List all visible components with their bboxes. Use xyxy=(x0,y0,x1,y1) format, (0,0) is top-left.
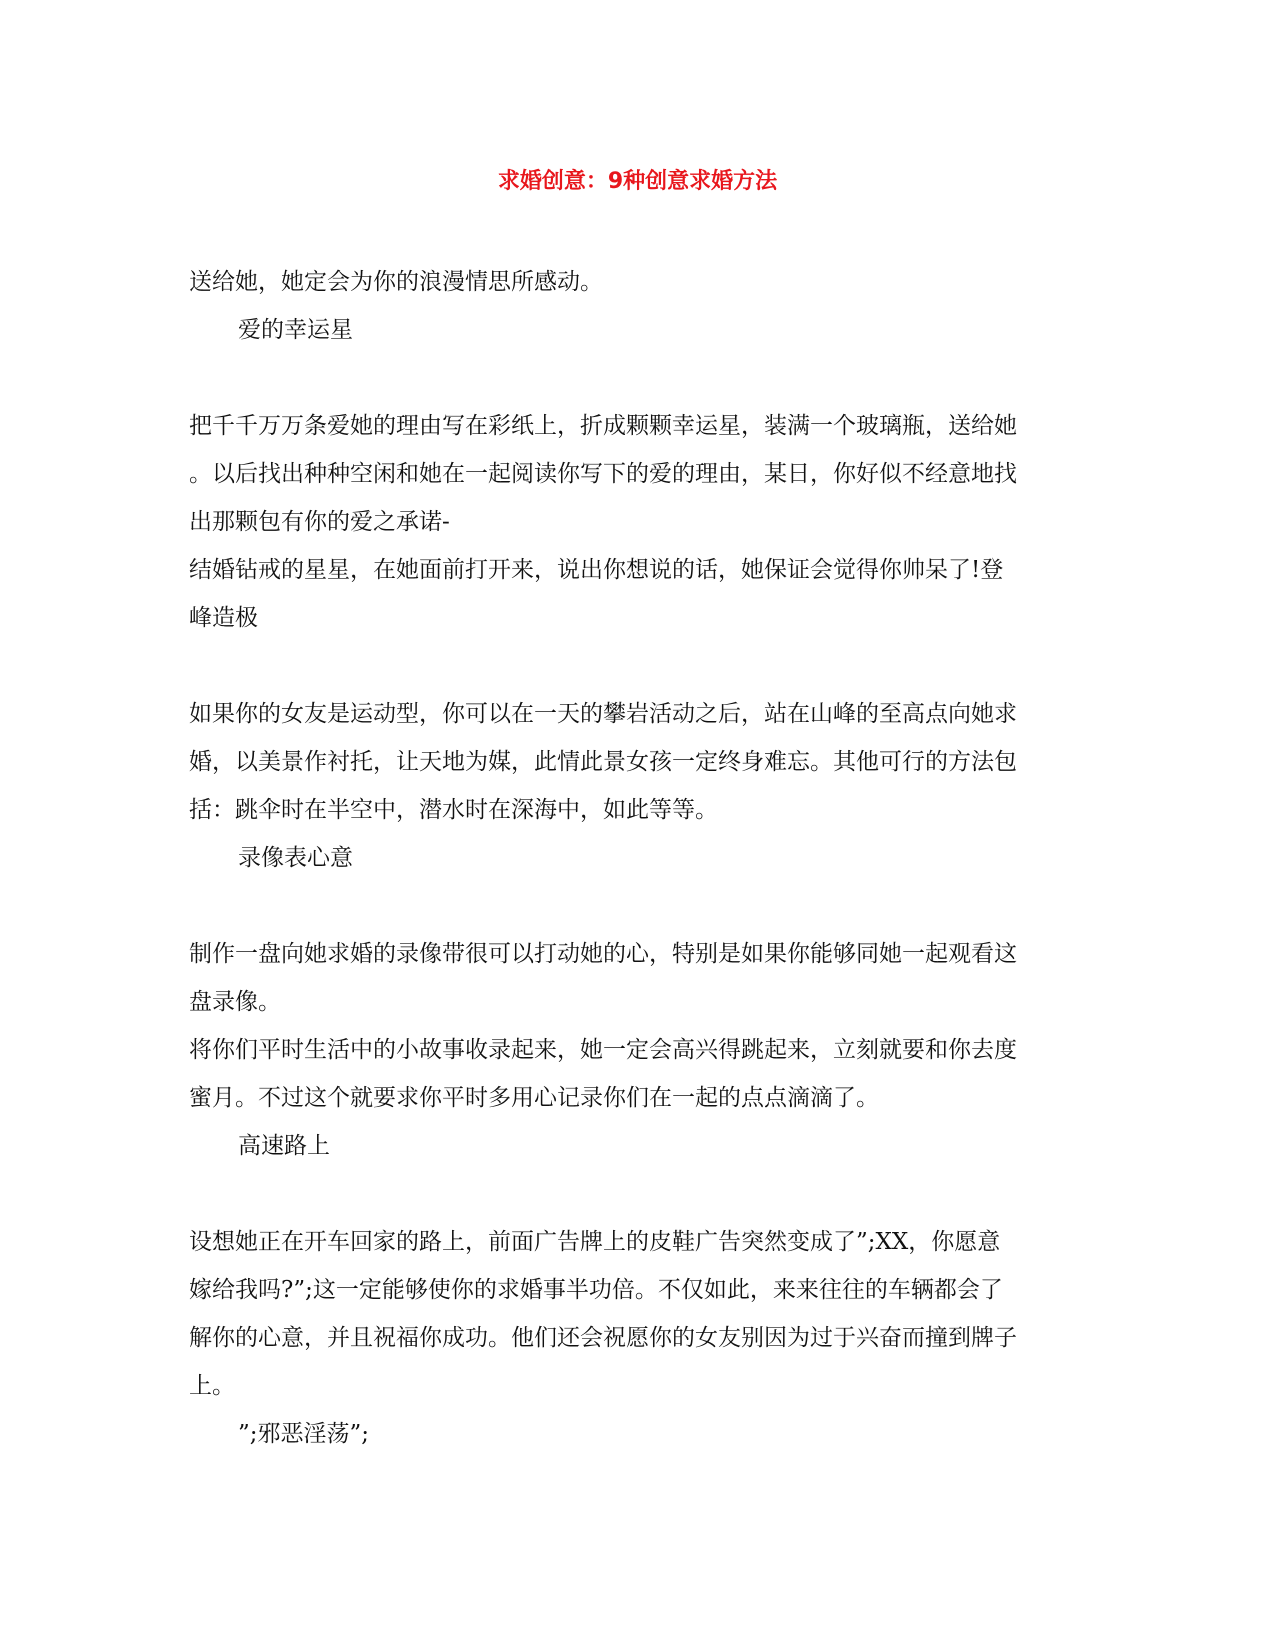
paragraph-line: 如果你的女友是运动型，你可以在一天的攀岩活动之后，站在山峰的至高点向她求 xyxy=(189,701,1017,727)
paragraph-line: 嫁给我吗?”;这一定能够使你的求婚事半功倍。不仅如此，来来往往的车辆都会了 xyxy=(189,1277,1003,1303)
paragraph-line: 婚，以美景作衬托，让天地为媒，此情此景女孩一定终身难忘。其他可行的方法包 xyxy=(189,749,1017,775)
paragraph-gap xyxy=(189,882,1089,930)
document-body xyxy=(189,258,1089,1458)
paragraph-line: 将你们平时生活中的小故事收录起来，她一定会高兴得跳起来，立刻就要和你去度 xyxy=(189,1037,1017,1063)
paragraph-gap xyxy=(189,1170,1089,1218)
paragraph-gap xyxy=(189,642,1089,690)
paragraph-line: 制作一盘向她求婚的录像带很可以打动她的心，特别是如果你能够同她一起观看这 xyxy=(189,941,1017,967)
section-heading-video: 录像表心意 xyxy=(238,845,353,871)
section-heading-lucky-star: 爱的幸运星 xyxy=(238,317,353,343)
paragraph-line: 。以后找出种种空闲和她在一起阅读你写下的爱的理由，某日，你好似不经意地找 xyxy=(189,461,1017,487)
paragraph-line: 把千千万万条爱她的理由写在彩纸上，折成颗颗幸运星，装满一个玻璃瓶，送给她 xyxy=(189,413,1017,439)
document-title: 求婚创意：9种创意求婚方法 xyxy=(497,169,778,194)
section-heading-highway: 高速路上 xyxy=(238,1133,330,1159)
paragraph-gap xyxy=(189,354,1089,402)
paragraph-line: 出那颗包有你的爱之承诺- xyxy=(189,509,450,535)
paragraph-line: 结婚钻戒的星星，在她面前打开来，说出你想说的话，她保证会觉得你帅呆了!登 xyxy=(189,557,1004,583)
paragraph-line: 送给她，她定会为你的浪漫情思所感动。 xyxy=(189,269,603,295)
paragraph-line: 解你的心意，并且祝福你成功。他们还会祝愿你的女友别因为过于兴奋而撞到牌子 xyxy=(189,1325,1017,1351)
paragraph-line: 蜜月。不过这个就要求你平时多用心记录你们在一起的点点滴滴了。 xyxy=(189,1085,879,1111)
paragraph-line: 上。 xyxy=(189,1373,235,1399)
paragraph-line: ”;邪恶淫荡”; xyxy=(238,1421,370,1447)
paragraph-line: 括：跳伞时在半空中，潜水时在深海中，如此等等。 xyxy=(189,797,718,823)
paragraph-line: 盘录像。 xyxy=(189,989,281,1015)
paragraph-line: 设想她正在开车回家的路上，前面广告牌上的皮鞋广告突然变成了”;XX，你愿意 xyxy=(189,1229,1001,1255)
section-heading-peak: 峰造极 xyxy=(189,605,258,631)
